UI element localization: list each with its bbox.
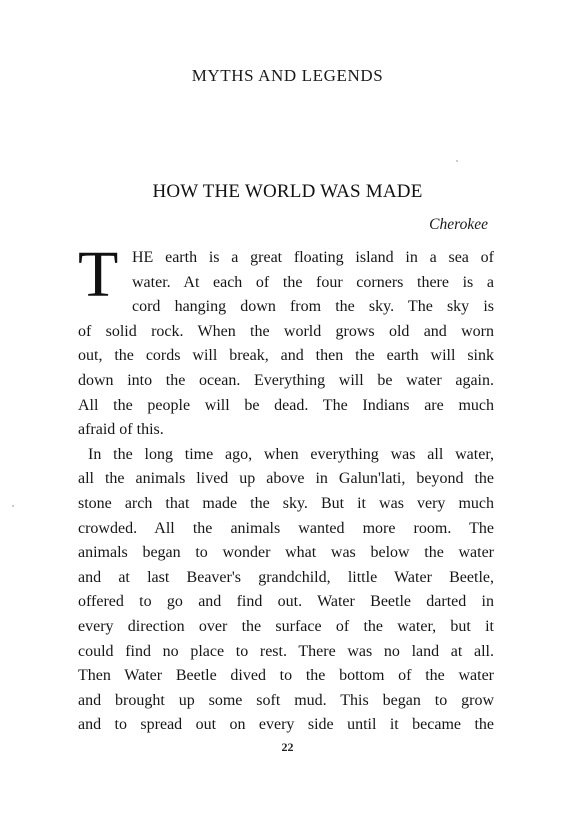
- text-line: and to spread out on every side until it became the: [78, 716, 494, 734]
- text-line: could find no place to rest. There was no land at all.: [78, 642, 494, 660]
- text-line: and at last Beaver's grandchild, little Water Beetle,: [78, 568, 494, 586]
- text-line: down into the ocean. Everything will be water again.: [78, 371, 494, 389]
- text-line: afraid of this.: [78, 421, 164, 439]
- text-line: water. At each of the four corners there is a: [132, 273, 494, 291]
- text-line: animals began to wonder what was below the water: [78, 544, 494, 562]
- text-line: cord hanging down from the sky. The sky is: [132, 298, 494, 316]
- text-line: HE earth is a great floating island in a sea of: [132, 249, 494, 266]
- paper-speck: [456, 160, 458, 162]
- tribe-attribution: Cherokee: [429, 216, 488, 233]
- body-text: [78, 238, 494, 738]
- text-line: Then Water Beetle dived to the bottom of the water: [78, 667, 494, 685]
- chapter-title: HOW THE WORLD WAS MADE: [152, 181, 423, 202]
- paper-speck: [12, 505, 14, 507]
- page-number: 22: [281, 740, 294, 754]
- text-line: of solid rock. When the world grows old and worn: [78, 322, 494, 340]
- text-line: In the long time ago, when everything was all water,: [88, 445, 494, 463]
- text-line: crowded. All the animals wanted more room. The: [78, 519, 494, 537]
- text-line: All the people will be dead. The Indians are much: [78, 396, 494, 414]
- drop-cap: T: [78, 238, 119, 311]
- text-line: out, the cords will break, and then the earth will sink: [78, 347, 494, 365]
- running-head: MYTHS AND LEGENDS: [191, 66, 384, 85]
- text-line: and brought up some soft mud. This began to grow: [78, 691, 494, 709]
- text-line: stone arch that made the sky. But it was very much: [78, 494, 494, 512]
- text-line: offered to go and find out. Water Beetle darted in: [78, 593, 494, 611]
- text-line: all the animals lived up above in Galun'lati, beyond the: [78, 470, 494, 488]
- text-line: every direction over the surface of the water, but it: [78, 617, 494, 635]
